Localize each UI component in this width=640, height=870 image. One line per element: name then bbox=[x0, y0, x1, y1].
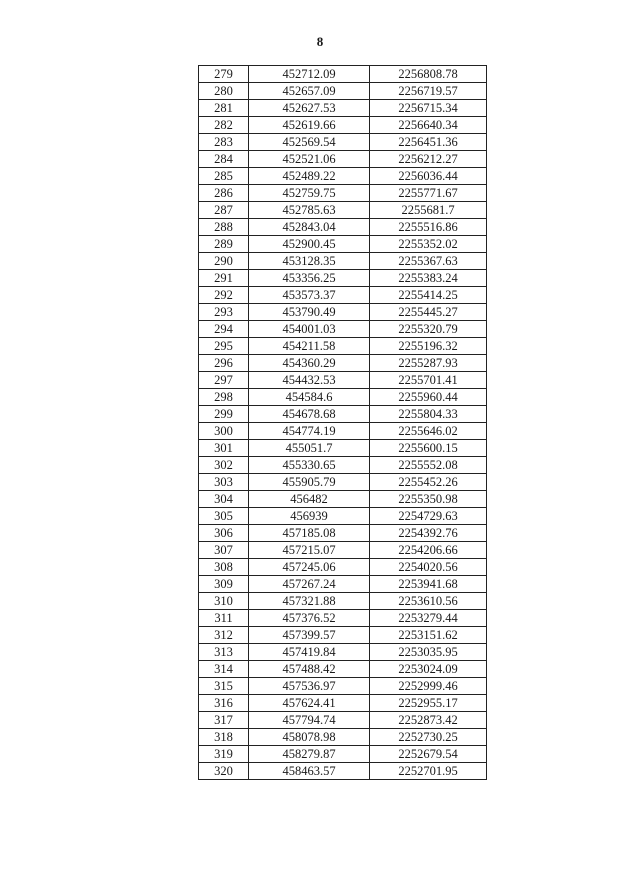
y-coordinate-cell: 2256808.78 bbox=[370, 66, 487, 83]
y-coordinate-cell: 2255516.86 bbox=[370, 219, 487, 236]
x-coordinate-cell: 454432.53 bbox=[249, 372, 370, 389]
point-number-cell: 284 bbox=[199, 151, 249, 168]
point-number-cell: 294 bbox=[199, 321, 249, 338]
table-row bbox=[199, 763, 487, 780]
x-coordinate-cell: 457419.84 bbox=[249, 644, 370, 661]
x-coordinate-cell: 455905.79 bbox=[249, 474, 370, 491]
point-number-cell: 318 bbox=[199, 729, 249, 746]
point-number-cell: 291 bbox=[199, 270, 249, 287]
table-row bbox=[199, 270, 487, 287]
x-coordinate-cell: 457185.08 bbox=[249, 525, 370, 542]
x-coordinate-cell: 453573.37 bbox=[249, 287, 370, 304]
table-row bbox=[199, 542, 487, 559]
table-row bbox=[199, 525, 487, 542]
x-coordinate-cell: 457399.57 bbox=[249, 627, 370, 644]
table-row bbox=[199, 474, 487, 491]
x-coordinate-cell: 457215.07 bbox=[249, 542, 370, 559]
table-row bbox=[199, 134, 487, 151]
y-coordinate-cell: 2255287.93 bbox=[370, 355, 487, 372]
table-row bbox=[199, 83, 487, 100]
point-number-cell: 289 bbox=[199, 236, 249, 253]
point-number-cell: 302 bbox=[199, 457, 249, 474]
x-coordinate-cell: 454001.03 bbox=[249, 321, 370, 338]
y-coordinate-cell: 2254206.66 bbox=[370, 542, 487, 559]
y-coordinate-cell: 2254392.76 bbox=[370, 525, 487, 542]
point-number-cell: 290 bbox=[199, 253, 249, 270]
x-coordinate-cell: 452489.22 bbox=[249, 168, 370, 185]
x-coordinate-cell: 458463.57 bbox=[249, 763, 370, 780]
x-coordinate-cell: 452712.09 bbox=[249, 66, 370, 83]
point-number-cell: 296 bbox=[199, 355, 249, 372]
table-row bbox=[199, 440, 487, 457]
x-coordinate-cell: 454678.68 bbox=[249, 406, 370, 423]
y-coordinate-cell: 2255445.27 bbox=[370, 304, 487, 321]
y-coordinate-cell: 2252730.25 bbox=[370, 729, 487, 746]
point-number-cell: 287 bbox=[199, 202, 249, 219]
y-coordinate-cell: 2255320.79 bbox=[370, 321, 487, 338]
point-number-cell: 305 bbox=[199, 508, 249, 525]
table-row bbox=[199, 151, 487, 168]
x-coordinate-cell: 457488.42 bbox=[249, 661, 370, 678]
x-coordinate-cell: 457376.52 bbox=[249, 610, 370, 627]
point-number-cell: 298 bbox=[199, 389, 249, 406]
table-row bbox=[199, 508, 487, 525]
page-number: 8 bbox=[316, 34, 324, 49]
table-row bbox=[199, 338, 487, 355]
x-coordinate-cell: 453128.35 bbox=[249, 253, 370, 270]
y-coordinate-cell: 2252679.54 bbox=[370, 746, 487, 763]
coordinates-table bbox=[198, 65, 487, 780]
x-coordinate-cell: 452900.45 bbox=[249, 236, 370, 253]
x-coordinate-cell: 457624.41 bbox=[249, 695, 370, 712]
table-row bbox=[199, 661, 487, 678]
x-coordinate-cell: 452657.09 bbox=[249, 83, 370, 100]
y-coordinate-cell: 2254729.63 bbox=[370, 508, 487, 525]
y-coordinate-cell: 2256640.34 bbox=[370, 117, 487, 134]
y-coordinate-cell: 2255771.67 bbox=[370, 185, 487, 202]
point-number-cell: 300 bbox=[199, 423, 249, 440]
point-number-cell: 297 bbox=[199, 372, 249, 389]
x-coordinate-cell: 453356.25 bbox=[249, 270, 370, 287]
x-coordinate-cell: 452759.75 bbox=[249, 185, 370, 202]
x-coordinate-cell: 452785.63 bbox=[249, 202, 370, 219]
x-coordinate-cell: 454774.19 bbox=[249, 423, 370, 440]
x-coordinate-cell: 454584.6 bbox=[249, 389, 370, 406]
table-row bbox=[199, 168, 487, 185]
x-coordinate-cell: 452627.53 bbox=[249, 100, 370, 117]
table-row bbox=[199, 406, 487, 423]
point-number-cell: 283 bbox=[199, 134, 249, 151]
y-coordinate-cell: 2256451.36 bbox=[370, 134, 487, 151]
y-coordinate-cell: 2255804.33 bbox=[370, 406, 487, 423]
x-coordinate-cell: 457321.88 bbox=[249, 593, 370, 610]
y-coordinate-cell: 2253610.56 bbox=[370, 593, 487, 610]
table-row bbox=[199, 100, 487, 117]
table-row bbox=[199, 576, 487, 593]
point-number-cell: 311 bbox=[199, 610, 249, 627]
y-coordinate-cell: 2255552.08 bbox=[370, 457, 487, 474]
point-number-cell: 307 bbox=[199, 542, 249, 559]
point-number-cell: 286 bbox=[199, 185, 249, 202]
point-number-cell: 319 bbox=[199, 746, 249, 763]
y-coordinate-cell: 2252701.95 bbox=[370, 763, 487, 780]
y-coordinate-cell: 2252999.46 bbox=[370, 678, 487, 695]
x-coordinate-cell: 458078.98 bbox=[249, 729, 370, 746]
point-number-cell: 301 bbox=[199, 440, 249, 457]
table-row bbox=[199, 729, 487, 746]
y-coordinate-cell: 2255646.02 bbox=[370, 423, 487, 440]
point-number-cell: 299 bbox=[199, 406, 249, 423]
y-coordinate-cell: 2252873.42 bbox=[370, 712, 487, 729]
y-coordinate-cell: 2253151.62 bbox=[370, 627, 487, 644]
point-number-cell: 320 bbox=[199, 763, 249, 780]
table-row bbox=[199, 593, 487, 610]
point-number-cell: 281 bbox=[199, 100, 249, 117]
point-number-cell: 282 bbox=[199, 117, 249, 134]
table-row bbox=[199, 627, 487, 644]
y-coordinate-cell: 2255600.15 bbox=[370, 440, 487, 457]
table-row bbox=[199, 66, 487, 83]
table-row bbox=[199, 355, 487, 372]
table-row bbox=[199, 610, 487, 627]
x-coordinate-cell: 454360.29 bbox=[249, 355, 370, 372]
x-coordinate-cell: 455330.65 bbox=[249, 457, 370, 474]
x-coordinate-cell: 452619.66 bbox=[249, 117, 370, 134]
y-coordinate-cell: 2253035.95 bbox=[370, 644, 487, 661]
point-number-cell: 314 bbox=[199, 661, 249, 678]
y-coordinate-cell: 2255701.41 bbox=[370, 372, 487, 389]
y-coordinate-cell: 2255367.63 bbox=[370, 253, 487, 270]
y-coordinate-cell: 2255960.44 bbox=[370, 389, 487, 406]
table-row bbox=[199, 185, 487, 202]
coordinates-table-body bbox=[199, 66, 487, 780]
x-coordinate-cell: 452521.06 bbox=[249, 151, 370, 168]
point-number-cell: 304 bbox=[199, 491, 249, 508]
table-row bbox=[199, 304, 487, 321]
point-number-cell: 285 bbox=[199, 168, 249, 185]
y-coordinate-cell: 2255350.98 bbox=[370, 491, 487, 508]
table-row bbox=[199, 423, 487, 440]
y-coordinate-cell: 2256212.27 bbox=[370, 151, 487, 168]
point-number-cell: 315 bbox=[199, 678, 249, 695]
point-number-cell: 288 bbox=[199, 219, 249, 236]
table-row bbox=[199, 746, 487, 763]
table-row bbox=[199, 678, 487, 695]
y-coordinate-cell: 2255196.32 bbox=[370, 338, 487, 355]
point-number-cell: 292 bbox=[199, 287, 249, 304]
x-coordinate-cell: 452569.54 bbox=[249, 134, 370, 151]
y-coordinate-cell: 2254020.56 bbox=[370, 559, 487, 576]
point-number-cell: 308 bbox=[199, 559, 249, 576]
x-coordinate-cell: 456939 bbox=[249, 508, 370, 525]
x-coordinate-cell: 457794.74 bbox=[249, 712, 370, 729]
table-row bbox=[199, 219, 487, 236]
point-number-cell: 303 bbox=[199, 474, 249, 491]
x-coordinate-cell: 457536.97 bbox=[249, 678, 370, 695]
table-row bbox=[199, 117, 487, 134]
y-coordinate-cell: 2253279.44 bbox=[370, 610, 487, 627]
point-number-cell: 312 bbox=[199, 627, 249, 644]
y-coordinate-cell: 2253024.09 bbox=[370, 661, 487, 678]
point-number-cell: 313 bbox=[199, 644, 249, 661]
point-number-cell: 316 bbox=[199, 695, 249, 712]
point-number-cell: 295 bbox=[199, 338, 249, 355]
y-coordinate-cell: 2256036.44 bbox=[370, 168, 487, 185]
x-coordinate-cell: 453790.49 bbox=[249, 304, 370, 321]
table-row bbox=[199, 236, 487, 253]
y-coordinate-cell: 2256715.34 bbox=[370, 100, 487, 117]
point-number-cell: 293 bbox=[199, 304, 249, 321]
point-number-cell: 310 bbox=[199, 593, 249, 610]
table-row bbox=[199, 559, 487, 576]
table-row bbox=[199, 253, 487, 270]
point-number-cell: 306 bbox=[199, 525, 249, 542]
y-coordinate-cell: 2255352.02 bbox=[370, 236, 487, 253]
table-row bbox=[199, 372, 487, 389]
point-number-cell: 317 bbox=[199, 712, 249, 729]
table-row bbox=[199, 389, 487, 406]
table-row bbox=[199, 644, 487, 661]
x-coordinate-cell: 457245.06 bbox=[249, 559, 370, 576]
x-coordinate-cell: 456482 bbox=[249, 491, 370, 508]
y-coordinate-cell: 2255452.26 bbox=[370, 474, 487, 491]
table-row bbox=[199, 202, 487, 219]
x-coordinate-cell: 455051.7 bbox=[249, 440, 370, 457]
x-coordinate-cell: 458279.87 bbox=[249, 746, 370, 763]
table-row bbox=[199, 457, 487, 474]
point-number-cell: 280 bbox=[199, 83, 249, 100]
table-row bbox=[199, 321, 487, 338]
table-row bbox=[199, 287, 487, 304]
table-row bbox=[199, 695, 487, 712]
point-number-cell: 309 bbox=[199, 576, 249, 593]
point-number-cell: 279 bbox=[199, 66, 249, 83]
y-coordinate-cell: 2252955.17 bbox=[370, 695, 487, 712]
y-coordinate-cell: 2253941.68 bbox=[370, 576, 487, 593]
y-coordinate-cell: 2255414.25 bbox=[370, 287, 487, 304]
x-coordinate-cell: 454211.58 bbox=[249, 338, 370, 355]
y-coordinate-cell: 2256719.57 bbox=[370, 83, 487, 100]
y-coordinate-cell: 2255383.24 bbox=[370, 270, 487, 287]
x-coordinate-cell: 457267.24 bbox=[249, 576, 370, 593]
y-coordinate-cell: 2255681.7 bbox=[370, 202, 487, 219]
x-coordinate-cell: 452843.04 bbox=[249, 219, 370, 236]
table-row bbox=[199, 712, 487, 729]
table-row bbox=[199, 491, 487, 508]
